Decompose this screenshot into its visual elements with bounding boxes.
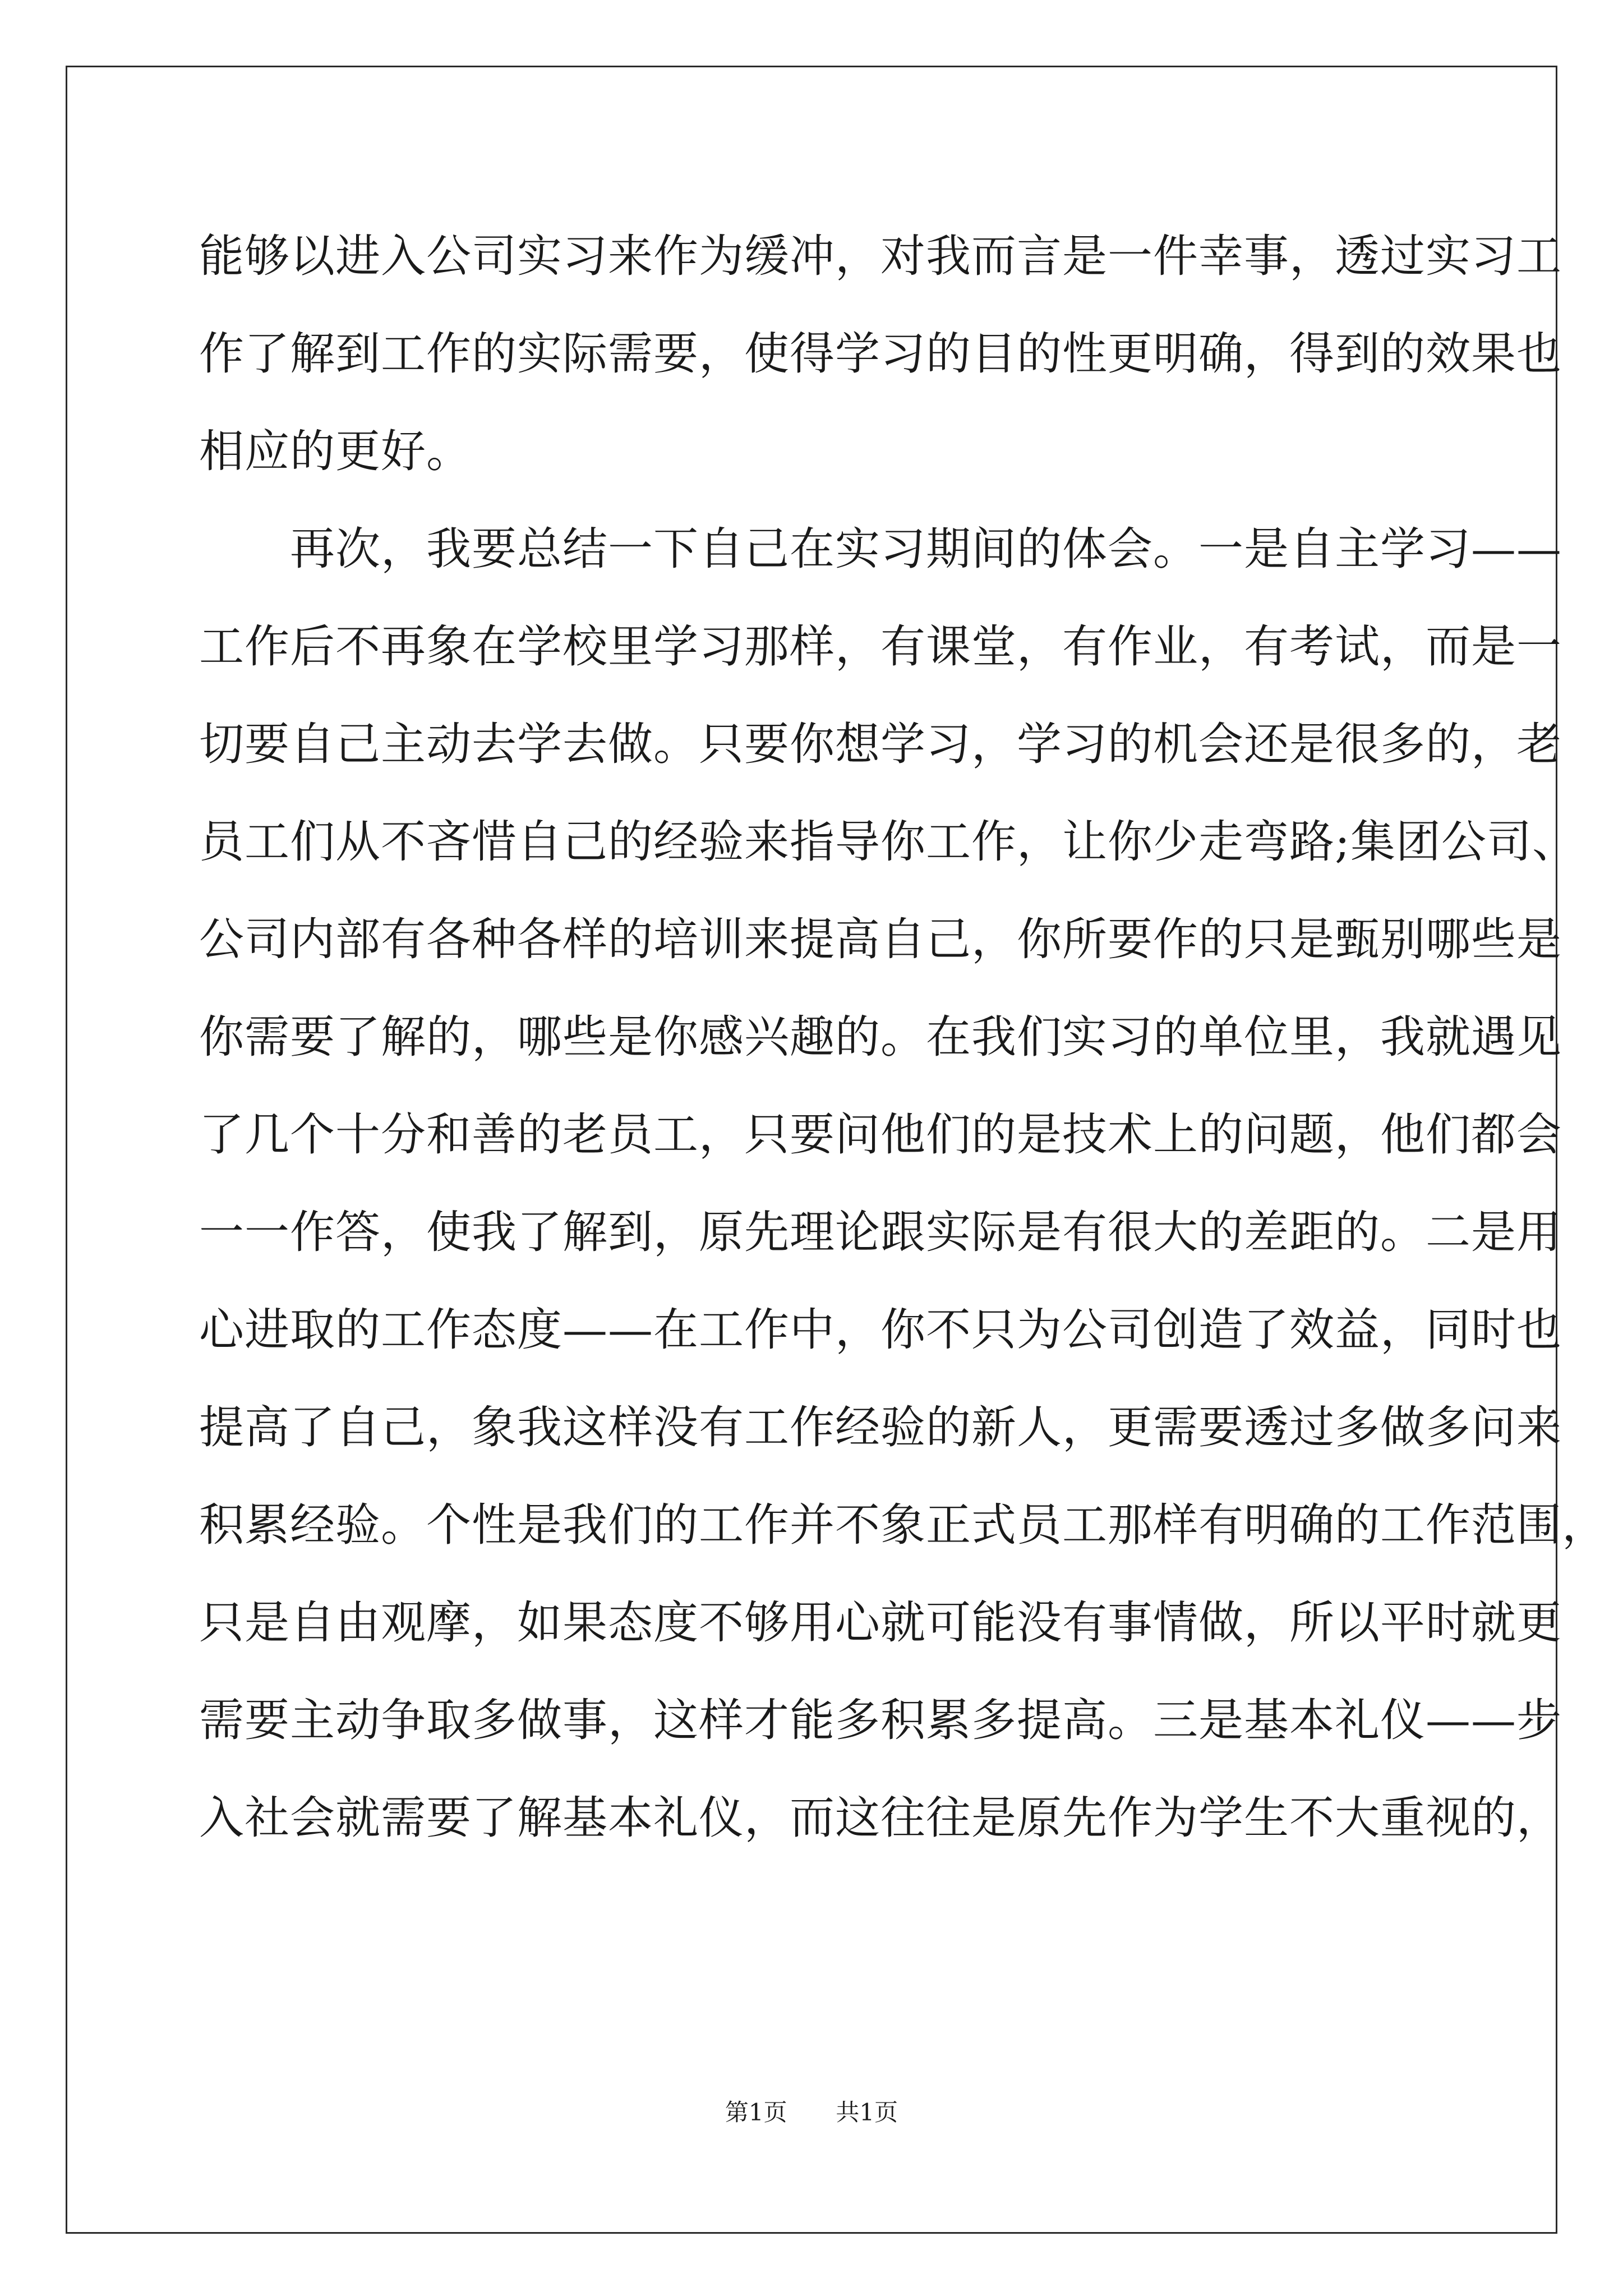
page-number: 第1页 (725, 2099, 787, 2126)
text-line: 只是自由观摩，如果态度不够用心就可能没有事情做，所以平时就更 (199, 1596, 1562, 1649)
document-body (199, 208, 1607, 1867)
text-line: 提高了自己，象我这样没有工作经验的新人，更需要透过多做多问来 (199, 1401, 1562, 1453)
text-line: 员工们从不吝惜自己的经验来指导你工作，让你少走弯路;集团公司、 (199, 816, 1578, 868)
text-line: 作了解到工作的实际需要，使得学习的目的性更明确，得到的效果也 (199, 328, 1562, 380)
text-line: 入社会就需要了解基本礼仪，而这往往是原先作为学生不大重视的， (199, 1792, 1562, 1844)
text-line: 需要主动争取多做事，这样才能多积累多提高。三是基本礼仪——步 (199, 1694, 1562, 1746)
text-line: 相应的更好。 (199, 425, 472, 477)
page-total: 共1页 (836, 2099, 898, 2126)
text-line: 能够以进入公司实习来作为缓冲，对我而言是一件幸事，透过实习工 (199, 230, 1562, 282)
text-line: 公司内部有各种各样的培训来提高自己，你所要作的只是甄别哪些是 (199, 913, 1562, 965)
text-line: 积累经验。个性是我们的工作并不象正式员工那样有明确的工作范围， (199, 1499, 1607, 1551)
text-line: 再次，我要总结一下自己在实习期间的体会。一是自主学习—— (199, 523, 1562, 575)
text-line: 工作后不再象在学校里学习那样，有课堂，有作业，有考试，而是一 (199, 620, 1562, 673)
page-footer (0, 2094, 1623, 2128)
text-line: 一一作答，使我了解到，原先理论跟实际是有很大的差距的。二是用 (199, 1206, 1562, 1258)
text-line: 切要自己主动去学去做。只要你想学习，学习的机会还是很多的，老 (199, 718, 1562, 770)
text-line: 心进取的工作态度——在工作中，你不只为公司创造了效益，同时也 (199, 1304, 1562, 1356)
text-line: 你需要了解的，哪些是你感兴趣的。在我们实习的单位里，我就遇见 (199, 1011, 1562, 1063)
text-line: 了几个十分和善的老员工，只要问他们的是技术上的问题，他们都会 (199, 1108, 1562, 1161)
